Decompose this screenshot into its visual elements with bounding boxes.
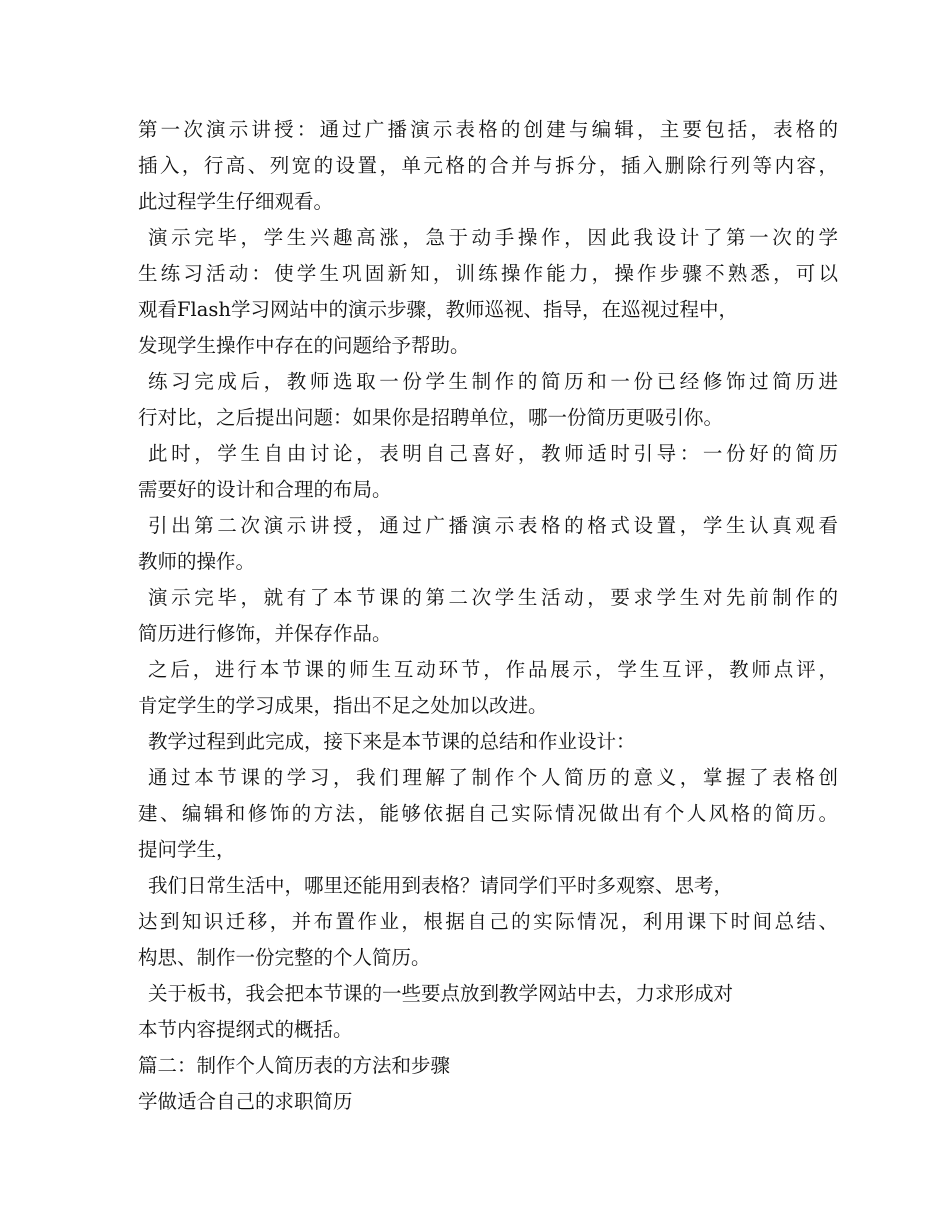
text-line: 发现学生操作中存在的问题给予帮助。: [138, 334, 470, 357]
text-line: 此时，学生自由讨论，表明自己喜好，教师适时引导：一份好的简历: [148, 442, 838, 465]
text-line: 插入，行高、列宽的设置，单元格的合并与拆分，插入删除行列等内容，: [138, 154, 838, 177]
text-line: 学做适合自己的求职简历: [138, 1090, 353, 1113]
text-line: 我们日常生活中，哪里还能用到表格？请同学们平时多观察、思考，: [148, 874, 734, 897]
text-line: 关于板书，我会把本节课的一些要点放到教学网站中去，力求形成对: [148, 982, 734, 1005]
text-line: 简历进行修饰，并保存作品。: [138, 622, 392, 645]
text-line: 演示完毕，就有了本节课的第二次学生活动，要求学生对先前制作的: [148, 586, 838, 609]
text-line: 通过本节课的学习，我们理解了制作个人简历的意义，掌握了表格创: [148, 766, 838, 789]
text-line: 肯定学生的学习成果，指出不足之处加以改进。: [138, 694, 548, 717]
text-line: 本节内容提纲式的概括。: [138, 1018, 353, 1041]
text-line: 第一次演示讲授：通过广播演示表格的创建与编辑，主要包括，表格的: [138, 118, 838, 141]
text-line: 达到知识迁移，并布置作业，根据自己的实际情况，利用课下时间总结、: [138, 910, 838, 933]
text-line: 之后，进行本节课的师生互动环节，作品展示，学生互评，教师点评，: [148, 658, 838, 681]
text-line: 教学过程到此完成，接下来是本节课的总结和作业设计：: [148, 730, 636, 753]
text-line: 教师的操作。: [138, 550, 256, 573]
text-line: 观看Flash学习网站中的演示步骤，教师巡视、指导，在巡视过程中，: [138, 298, 738, 321]
text-line: 篇二：制作个人简历表的方法和步骤: [138, 1054, 451, 1077]
text-line: 行对比，之后提出问题：如果你是招聘单位，哪一份简历更吸引你。: [138, 406, 724, 429]
document-body: [138, 112, 838, 1120]
text-line: 构思、制作一份完整的个人简历。: [138, 946, 431, 969]
text-line: 生练习活动：使学生巩固新知，训练操作能力，操作步骤不熟悉，可以: [138, 262, 838, 285]
text-line: 建、编辑和修饰的方法，能够依据自己实际情况做出有个人风格的简历。: [138, 802, 838, 825]
text-line: 引出第二次演示讲授，通过广播演示表格的格式设置，学生认真观看: [148, 514, 838, 537]
text-line: 此过程学生仔细观看。: [138, 190, 334, 213]
text-line: 演示完毕，学生兴趣高涨，急于动手操作，因此我设计了第一次的学: [148, 226, 838, 249]
text-line: 提问学生，: [138, 838, 236, 861]
text-line: 练习完成后，教师选取一份学生制作的简历和一份已经修饰过简历进: [148, 370, 838, 393]
text-line: 需要好的设计和合理的布局。: [138, 478, 392, 501]
